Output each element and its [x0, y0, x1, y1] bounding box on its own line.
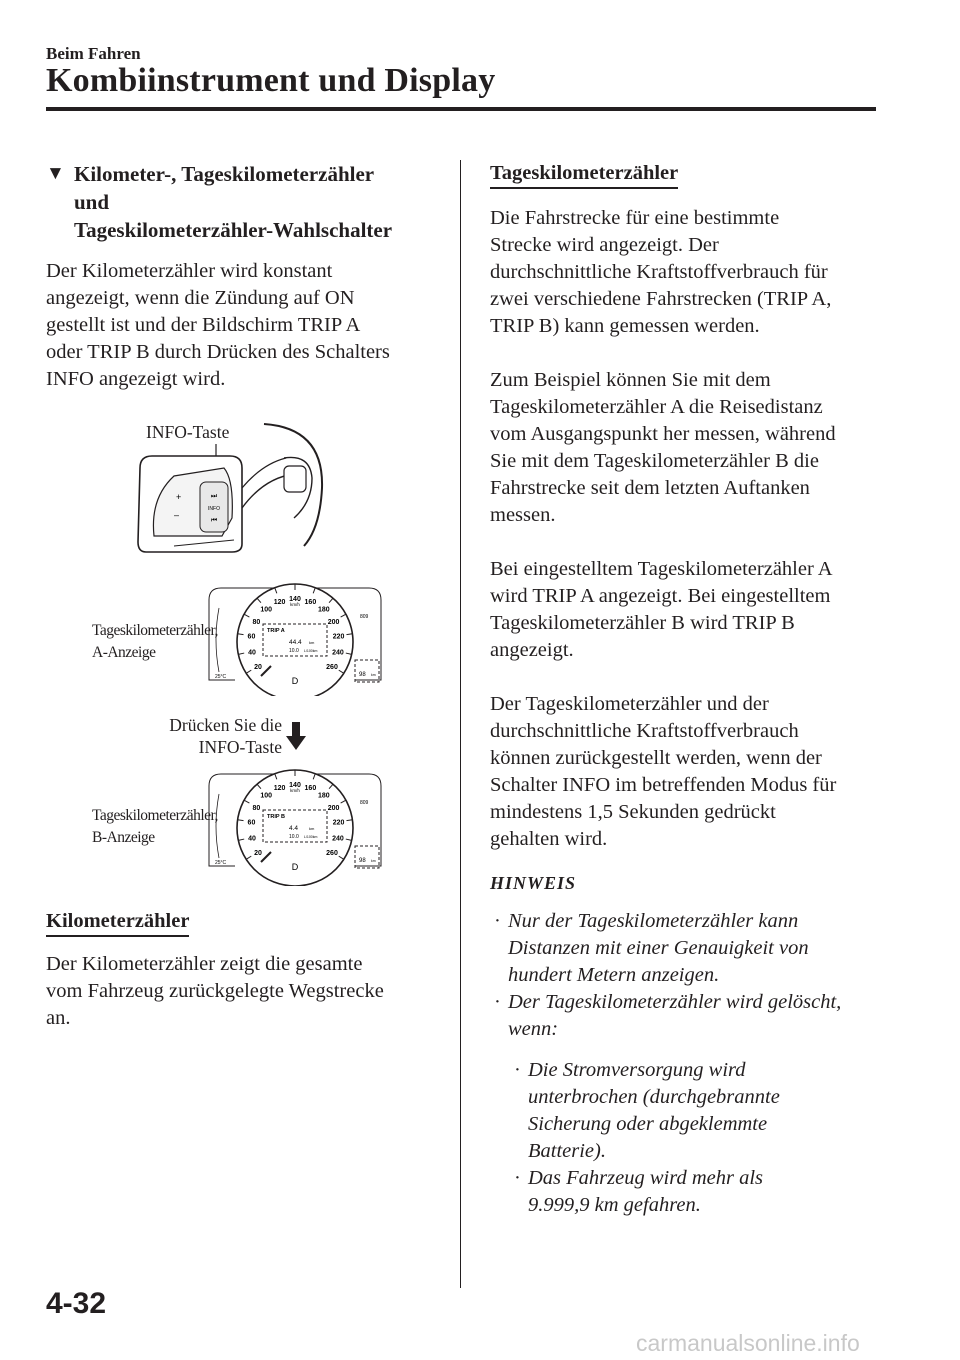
speed-tick-label: 240 [332, 649, 344, 657]
text-line: Zum Beispiel können Sie mit dem [490, 369, 771, 391]
speed-tick-label: 220 [332, 819, 345, 827]
text-line: können zurückgestellt werden, wenn der [490, 747, 822, 769]
trip-distance-unit: km [309, 640, 315, 645]
speed-tick-label: 20 [254, 849, 262, 857]
text-line: vom Ausgangspunkt her messen, während [490, 423, 836, 445]
range-box [355, 660, 379, 682]
text-line: messen. [490, 504, 556, 526]
header-rule [46, 107, 876, 111]
label-line: Tageskilometerzähler, [92, 807, 218, 824]
speed-unit: km/h [290, 788, 300, 793]
trip-consumption-unit: L/100km [304, 835, 318, 839]
speed-tick-label: 80 [252, 804, 261, 812]
text-line: gestellt ist und der Bildschirm TRIP A [46, 314, 361, 336]
intro-paragraph [46, 258, 441, 393]
press-info-label [156, 714, 282, 758]
paragraph-3 [490, 556, 880, 664]
text-line: Die Stromversorgung wird [528, 1059, 746, 1081]
text-line: Strecke wird angezeigt. Der [490, 234, 719, 256]
text-line: Die Fahrstrecke für eine bestimmte [490, 207, 780, 229]
speed-tick-label: 260 [326, 849, 338, 857]
text-line: Fahrstrecke seit dem letzten Auftanken [490, 477, 810, 499]
steering-switch-illustration [134, 418, 334, 558]
text-line: mindestens 1,5 Sekunden gedrückt [490, 801, 776, 823]
paragraph-4 [490, 691, 880, 853]
text-line: Der Tageskilometerzähler wird gelöscht, [508, 991, 842, 1013]
left-column [46, 160, 441, 393]
text-line: INFO angezeigt wird. [46, 368, 226, 390]
text-line: Sicherung oder abgeklemmte [528, 1113, 768, 1135]
text-line: zwei verschiedene Fahrstrecken (TRIP A, [490, 288, 832, 310]
heading-line: und [74, 190, 110, 214]
text-line: oder TRIP B durch Drücken des Schalters [46, 341, 390, 363]
heading-line: Tageskilometerzähler-Wahlschalter [74, 218, 393, 242]
odometer-heading: Kilometerzähler [46, 908, 189, 937]
bullet-icon: · [494, 991, 501, 1013]
chapter-title: Kombiinstrument und Display [46, 62, 496, 99]
speed-unit: km/h [290, 602, 300, 607]
trip-consumption: 10.0 [289, 648, 299, 654]
text-line: gehalten wird. [490, 828, 608, 850]
svg-text:+: + [176, 492, 182, 502]
footer-url: carmanualsonline.info [636, 1330, 860, 1356]
page-number: 4-32 [46, 1287, 107, 1320]
left-scale [216, 608, 219, 672]
note-title: HINWEIS [490, 873, 577, 893]
temperature-readout: 25°C [215, 860, 227, 866]
speed-tick-label: 140 [289, 596, 301, 603]
section-label: Beim Fahren [46, 44, 141, 63]
trip-label: TRIP B [267, 814, 285, 820]
gauge-trip-b [205, 762, 385, 886]
svg-text:INFO: INFO [208, 506, 220, 512]
odometer-section [46, 908, 441, 1032]
text-line: Schalter INFO im betreffenden Modus für [490, 774, 837, 796]
text-line: Sie mit dem Tageskilometerzähler B die [490, 450, 819, 472]
text-line: Nur der Tageskilometerzähler kann [508, 910, 799, 932]
text-line: durchschnittliche Kraftstoffverbrauch [490, 720, 799, 742]
range-readout: 98 [359, 858, 366, 864]
range-box [355, 846, 379, 868]
speed-tick-label: 100 [260, 606, 273, 614]
trip-label: TRIP A [267, 628, 285, 634]
text-line: Der Tageskilometerzähler und der [490, 693, 769, 715]
paragraph-1 [490, 205, 880, 340]
odometer-paragraph [46, 951, 441, 1032]
odo-readout: 809 [360, 800, 369, 806]
label-line: Drücken Sie die [169, 715, 282, 735]
left-scale [216, 794, 219, 858]
speed-tick-label: 140 [289, 782, 301, 789]
text-line: angezeigt. [490, 639, 574, 661]
speed-tick-label: 40 [248, 649, 256, 657]
trip-b-label [92, 805, 218, 849]
svg-text:⏮: ⏮ [210, 517, 218, 524]
text-line: Das Fahrzeug wird mehr als [528, 1167, 763, 1189]
trip-heading: Tageskilometerzähler [490, 160, 678, 189]
bullet-icon: · [514, 1167, 521, 1189]
note-sub-item [510, 1057, 880, 1165]
text-line: Der Kilometerzähler zeigt die gesamte [46, 953, 363, 975]
text-line: wird TRIP A angezeigt. Bei eingestelltem [490, 585, 831, 607]
svg-text:⏭: ⏭ [210, 493, 218, 500]
speed-tick-label: 180 [317, 606, 330, 614]
text-line: Distanzen mit einer Genauigkeit von [508, 937, 809, 959]
trip-consumption: 10.0 [289, 834, 299, 840]
bullet-icon: · [494, 910, 501, 932]
heading-line: Kilometer-, Tageskilometerzähler [74, 162, 375, 186]
note-sub-item [510, 1165, 880, 1219]
speed-tick-label: 220 [332, 633, 345, 641]
arrow-down-icon [286, 722, 306, 752]
speed-tick-label: 100 [260, 792, 273, 800]
trip-distance-unit: km [309, 826, 315, 831]
text-line: hundert Metern anzeigen. [508, 964, 720, 986]
speed-tick-label: 120 [273, 598, 286, 606]
text-line: 9.999,9 km gefahren. [528, 1194, 701, 1216]
column-divider [460, 160, 461, 1288]
text-line: durchschnittliche Kraftstoffverbrauch für [490, 261, 828, 283]
speed-tick-label: 40 [248, 835, 256, 843]
text-line: angezeigt, wenn die Zündung auf ON [46, 287, 355, 309]
speed-tick-label: 260 [326, 663, 338, 671]
temperature-readout: 25°C [215, 674, 227, 680]
trip-distance: 4.4 [289, 825, 299, 832]
trip-distance: 44.4 [289, 639, 302, 646]
paragraph-2 [490, 367, 880, 529]
speed-tick-label: 20 [254, 663, 262, 671]
text-line: vom Fahrzeug zurückgelegte Wegstrecke [46, 980, 384, 1002]
text-line: Batterie). [528, 1140, 606, 1162]
trip-consumption-unit: L/100km [304, 649, 318, 653]
speed-tick-label: 80 [252, 618, 261, 626]
speed-tick-label: 60 [247, 633, 256, 641]
speed-tick-label: 160 [304, 784, 317, 792]
section-heading [46, 160, 441, 244]
gear-indicator: D [291, 862, 299, 872]
range-readout: 98 [359, 672, 366, 678]
text-line: Bei eingestelltem Tageskilometerzähler A [490, 558, 833, 580]
gauge-trip-a [205, 580, 385, 696]
speed-tick-label: 180 [317, 792, 330, 800]
svg-text:–: – [174, 510, 180, 520]
range-unit: km [371, 673, 376, 677]
speed-tick-label: 120 [273, 784, 286, 792]
text-line: Der Kilometerzähler wird konstant [46, 260, 333, 282]
label-line: INFO-Taste [198, 737, 282, 757]
speed-tick-label: 240 [332, 835, 344, 843]
text-line: wenn: [508, 1018, 559, 1040]
triangle-icon: ▼ [46, 163, 65, 184]
text-line: unterbrochen (durchgebrannte [528, 1086, 780, 1108]
note-item [490, 908, 880, 989]
speed-tick-label: 200 [327, 618, 340, 626]
right-column [490, 160, 880, 1219]
odo-readout: 809 [360, 614, 369, 620]
label-line: B-Anzeige [92, 829, 155, 846]
info-button-label: INFO-Taste [146, 422, 230, 442]
note-item [490, 989, 880, 1043]
speed-tick-label: 60 [247, 819, 256, 827]
text-line: an. [46, 1007, 71, 1029]
speed-tick-label: 200 [327, 804, 340, 812]
label-line: A-Anzeige [92, 644, 156, 661]
trip-a-label [92, 620, 218, 664]
text-line: Tageskilometerzähler B wird TRIP B [490, 612, 795, 634]
text-line: TRIP B) kann gemessen werden. [490, 315, 760, 337]
speed-tick-label: 160 [304, 598, 317, 606]
bullet-icon: · [514, 1059, 521, 1081]
gear-indicator: D [291, 676, 299, 686]
label-line: Tageskilometerzähler, [92, 622, 218, 639]
text-line: Tageskilometerzähler A die Reisedistanz [490, 396, 823, 418]
range-unit: km [371, 859, 376, 863]
